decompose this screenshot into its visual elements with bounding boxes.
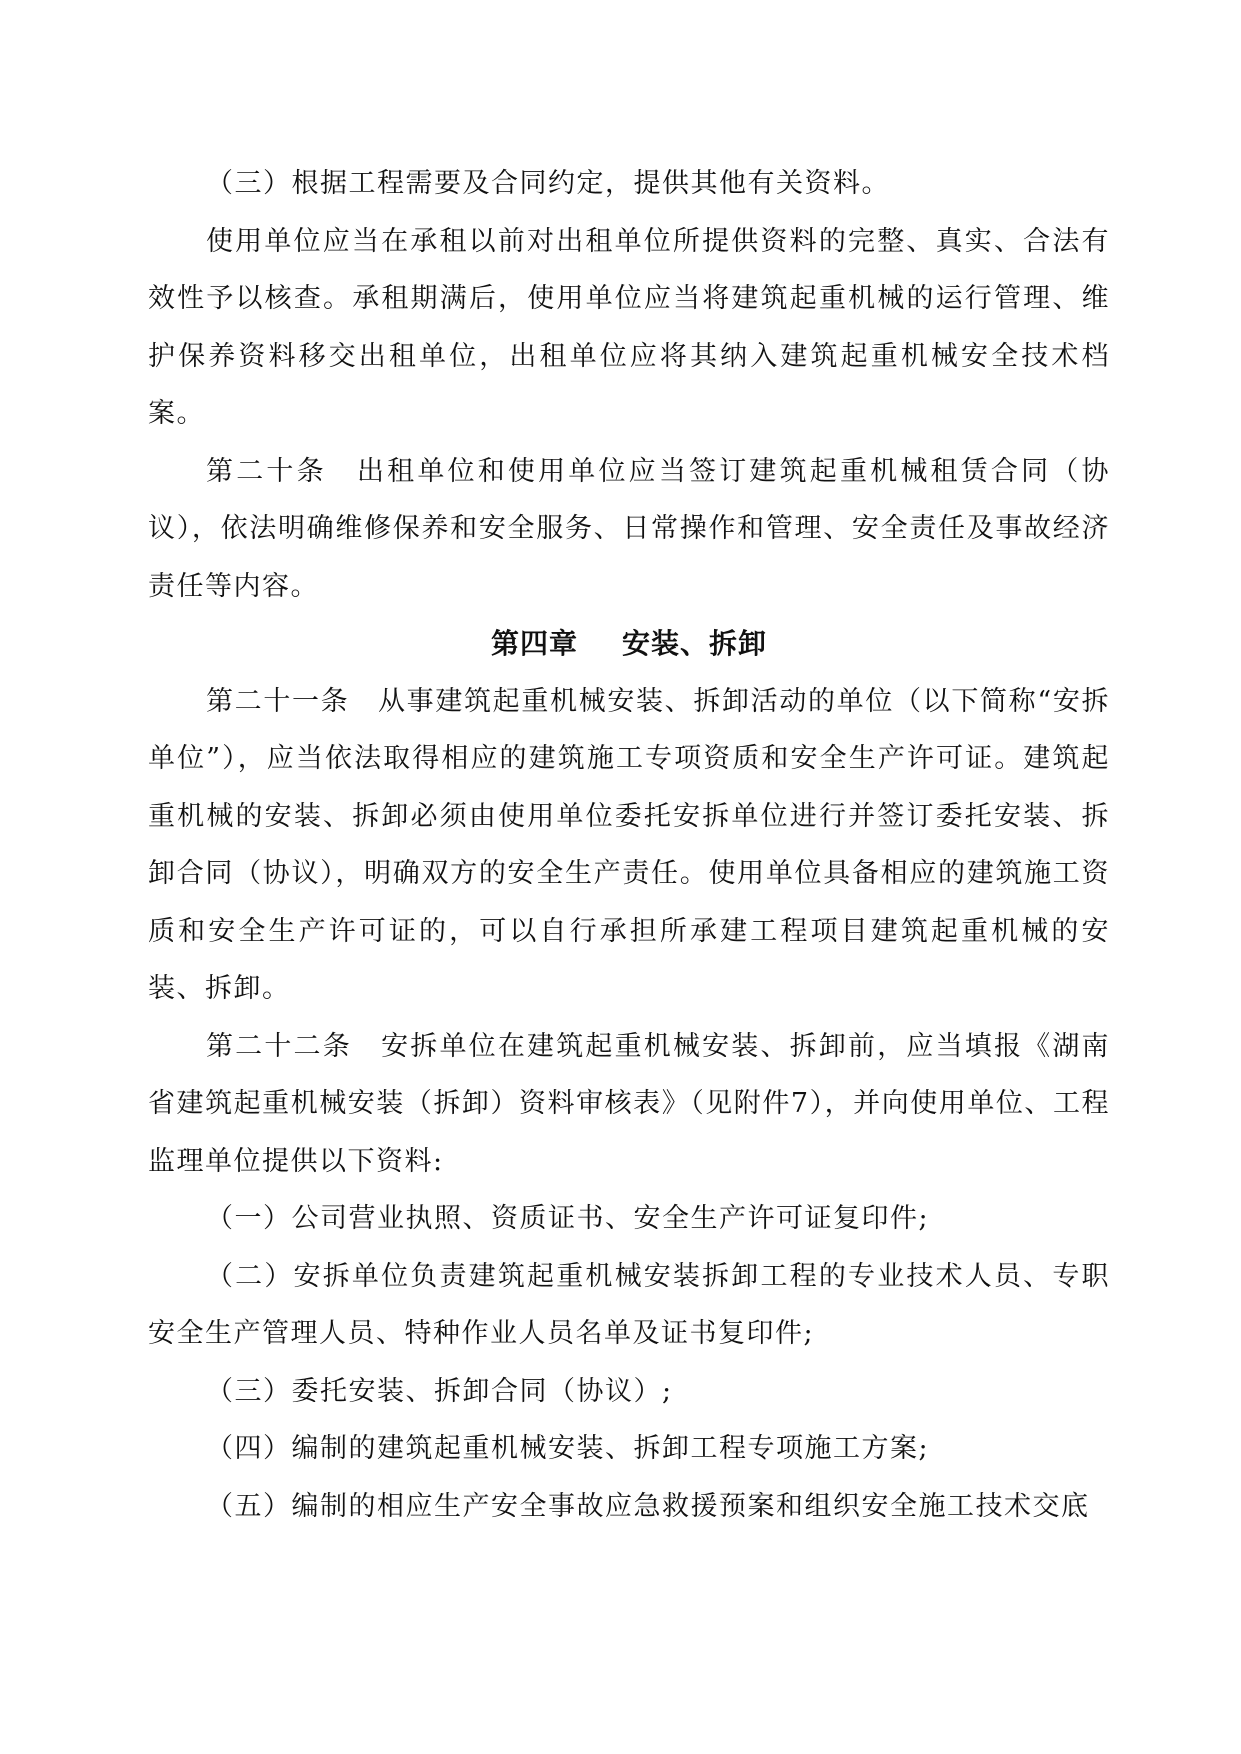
chapter-heading <box>148 615 1110 673</box>
chapter-title: 安装、拆卸 <box>622 627 768 660</box>
paragraph-article-22: 第二十二条 安拆单位在建筑起重机械安装、拆卸前，应当填报《湖南省建筑起重机械安装（拆卸）资料审核表》（见附件7），并向使用单位、工程监理单位提供以下资料: <box>148 1030 1110 1177</box>
list-item-5: （五）编制的相应生产安全事故应急救援预案和组织安全施工技术交底 <box>206 1490 1090 1522</box>
list-item-1: （一）公司营业执照、资质证书、安全生产许可证复印件; <box>206 1203 930 1234</box>
paragraph-item-3: （三）根据工程需要及合同约定，提供其他有关资料。 <box>206 168 890 199</box>
document-page <box>148 155 1110 1535</box>
list-item-4: （四）编制的建筑起重机械安装、拆卸工程专项施工方案; <box>206 1433 930 1464</box>
paragraph-article-21: 第二十一条 从事建筑起重机械安装、拆卸活动的单位（以下简称“安拆单位”），应当依法取得相应的建筑施工专项资质和安全生产许可证。建筑起重机械的安装、拆卸必须由使用单位委托安拆单位进行并签订委托安装、拆卸合同（协议），明确双方的安全生产责任。使用单位具备相应的建筑施工资质和安全生产许可证的，可以自行承担所承建工程项目建筑起重机械的安装、拆卸。 <box>148 685 1110 1004</box>
list-item-3: （三）委托安装、拆卸合同（协议）; <box>206 1375 673 1407</box>
paragraph-article-20: 第二十条 出租单位和使用单位应当签订建筑起重机械租赁合同（协议），依法明确维修保养和安全服务、日常操作和管理、安全责任及事故经济责任等内容。 <box>148 455 1110 602</box>
chapter-number: 第四章 <box>490 627 578 660</box>
list-item-2: （二）安拆单位负责建筑起重机械安装拆卸工程的专业技术人员、专职安全生产管理人员、特种作业人员名单及证书复印件; <box>148 1260 1110 1349</box>
paragraph-lessee-verification: 使用单位应当在承租以前对出租单位所提供资料的完整、真实、合法有效性予以核查。承租期满后，使用单位应当将建筑起重机械的运行管理、维护保养资料移交出租单位，出租单位应将其纳入建筑起重机械安全技术档案。 <box>148 225 1110 429</box>
